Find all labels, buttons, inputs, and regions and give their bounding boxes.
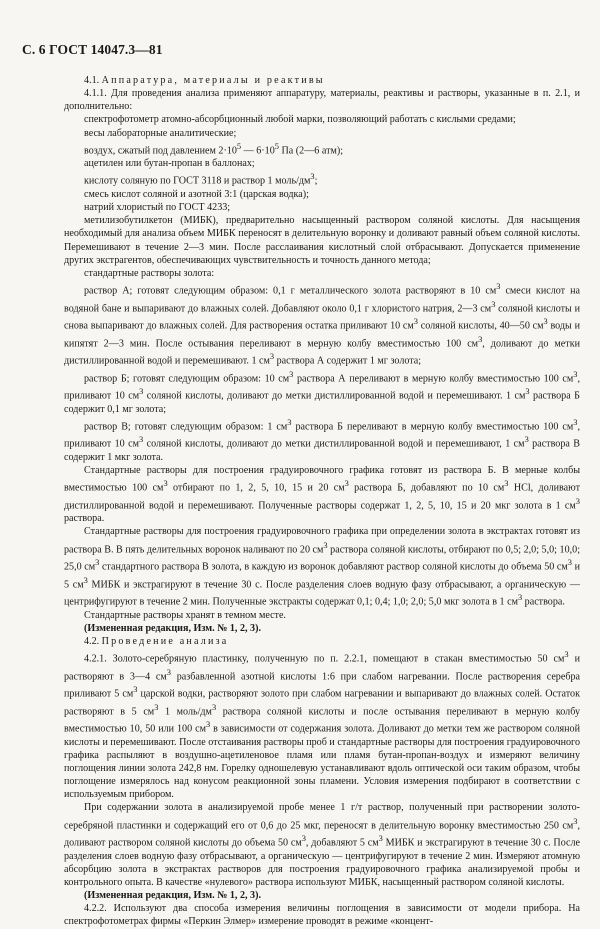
paragraph: 4.1.1. Для проведения анализа применяют аппаратуру, материалы, реактивы и растворы, указанные в п. 2.1, и дополнительно:: [64, 88, 580, 113]
paragraph: кислоту соляную по ГОСТ 3118 и раствор 1 моль/$дм^3$;: [84, 172, 318, 187]
page-header: С. 6 ГОСТ 14047.3—81: [22, 42, 163, 57]
paragraph: Стандартные растворы для построения градуировочного графика готовят из раствора Б. В мерные колбы вместимостью 100 $см^3$ отбирают по 1, 2, 5, 10, 15 и 20 $см^3$ раствора Б, добавляют по 10 $см^3$ HCl, доливают дистиллированной водой и перемешивают. Полученные растворы содержат 1, 2, 5, 10, 15 и 20 мкг золота в 1 $см^3$ раствора.: [64, 465, 580, 525]
paragraph: стандартные растворы золота:: [84, 267, 215, 279]
paragraph: Стандартные растворы для построения градуировочного графика при определении золота в экстрактах готовят из раствора В. В пять делительных воронок наливают по 20 $см^3$ раствора соляной кислоты, отбирают по 0,5; 2,0; 5,0; 10,0; 25,0 $см^3$ стандартного раствора В золота, в каждую из воронок добавляют раствор соляной кислоты до объема 50 $см^3$ и 5 $см^3$ МИБК и экстрагируют в течение 30 с. После разделения слоев водную фазу отбрасывают, а органическую — центрифугируют в течение 2 мин. Полученные экстракты содержат 0,1; 0,4; 1,0; 2,0; 5,0 мкг золота в 1 $см^3$ раствора.: [64, 526, 580, 608]
paragraph: ацетилен или бутан-пропан в баллонах;: [84, 158, 255, 170]
paragraph: раствор В; готовят следующим образом: 1 $см^3$ раствора Б переливают в мерную колбу вместимостью 100 $см^3$, приливают 10 $см^3$ соляной кислоты, доливают до метки дистиллированной водой и перемешивают, 1 $см^3$ раствора В содержит 1 мкг золота.: [64, 417, 581, 463]
paragraph: 4.2. Проведение анализа: [84, 635, 229, 647]
paragraph: 4.2.1. Золото-серебряную пластинку, полученную по п. 2.2.1, помещают в стакан вместимостью 50 $см^3$ и растворяют в 3—4 $см^3$ разбавленной азотной кислоты 1:6 при слабом нагревании. После растворения серебра приливают 5 $см^3$ царской водки, растворяют золото при слабом нагревании и выпаривают до влажных солей. Остаток растворяют в 5 $см^3$ 1 моль/$дм^3$ раствора соляной кислоты и после остывания переливают в мерную колбу вместимостью 10, 50 или 100 $см^3$ в зависимости от содержания золота. Доливают до метки тем же раствором соляной кислоты и перемешивают. После отстаивания растворы проб и стандартные растворы для построения градуировочного графика распыляют в воздушно-ацетиленовое пламя или пламя бутан-пропан-воздух и измеряют величину поглощения линии золота 242,8 нм. Горелку одношелевую устанавливают вдоль оптической оси таким образом, чтобы поглощение измерялось над конусом реакционной зоны пламени. Условия измерения подбирают в соответствии с используемым прибором.: [64, 650, 581, 801]
paragraph: воздух, сжатый под давлением $2\cdot 10^5$ — $6\cdot 10^5$ Па (2—6 атм);: [84, 141, 344, 157]
paragraph: 4.2.2. Используют два способа измерения величины поглощения в зависимости от модели прибора. На спектрофотометрах фирмы «Перкин Элмер» измерение проводят в режиме «концент-: [64, 903, 580, 928]
paragraph: раствор А; готовят следующим образом: 0,1 г металлического золота растворяют в 10 $см^3$ смеси кислот на водяной бане и выпаривают до влажных солей. Добавляют около 0,1 г хлористого натрия, 2—3 $см^3$ соляной кислоты и снова выпаривают до влажных солей. Для растворения остатка приливают 10 $см^3$ соляной кислоты, 40—50 $см^3$ воды и кипятят 2—3 мин. После остывания переливают в мерную колбу вместимостью 100 $см^3$, доливают до метки дистиллированной водой и перемешивают. 1 $см^3$ раствора А содержит 1 мг золота;: [64, 282, 581, 367]
paragraph: весы лабораторные аналитические;: [84, 127, 237, 139]
paragraph: (Измененная редакция, Изм. № 1, 2, 3).: [84, 890, 261, 902]
paragraph: натрий хлористый по ГОСТ 4233;: [84, 202, 231, 214]
paragraph: При содержании золота в анализируемой пробе менее 1 г/т раствор, полученный при растворении золото-серебряной пластинки и содержащий его от 0,6 до 25 мкг, переносят в делительную воронку вместимостью 250 $см^3$, доливают раствором соляной кислоты до объема 50 $см^3$, добавляют 5 $см^3$ МИБК и экстрагируют в течение 30 с. После разделения слоев водную фазу отбрасывают, а органическую — центрифугируют в течение 2 мин. Измеряют атомную абсорбцию золота в экстрактах растворов для построения градуировочного графика анализируемой пробы и контрольного опыта. В качестве «нулевого» раствора используют МИБК, насыщенный раствором соляной кислоты.: [64, 802, 580, 888]
document-body: [64, 74, 580, 929]
paragraph: 4.1. Аппаратура, материалы и реактивы: [84, 75, 325, 86]
paragraph: спектрофотометр атомно-абсорбционный любой марки, позволяющий работать с кислыми средами;: [84, 114, 516, 126]
paragraph: раствор Б; готовят следующим образом: 10 $см^3$ раствора А переливают в мерную колбу вместимостью 100 $см^3$, приливают 10 $см^3$ соляной кислоты, доливают до метки дистиллированной водой и перемешивают. 1 $см^3$ раствора Б содержит 0,1 мг золота;: [64, 369, 580, 415]
paragraph: смесь кислот соляной и азотной 3:1 (царская водка);: [84, 188, 309, 200]
paragraph: Стандартные растворы хранят в темном месте.: [84, 609, 286, 621]
paragraph: (Измененная редакция, Изм. № 1, 2, 3).: [84, 622, 261, 634]
paragraph: метилизобутилкетон (МИБК), предварительно насыщенный раствором соляной кислоты. Для насыщения необходимый для анализа объем МИБК переносят в делительную воронку и доливают равный объем соляной кислоты. Перемешивают в течение 2—3 мин. После расслаивания кислотный слой отбрасывают. Допускается применение других экстрагентов, обеспечивающих чувствительность и точность данного метода;: [64, 215, 580, 266]
